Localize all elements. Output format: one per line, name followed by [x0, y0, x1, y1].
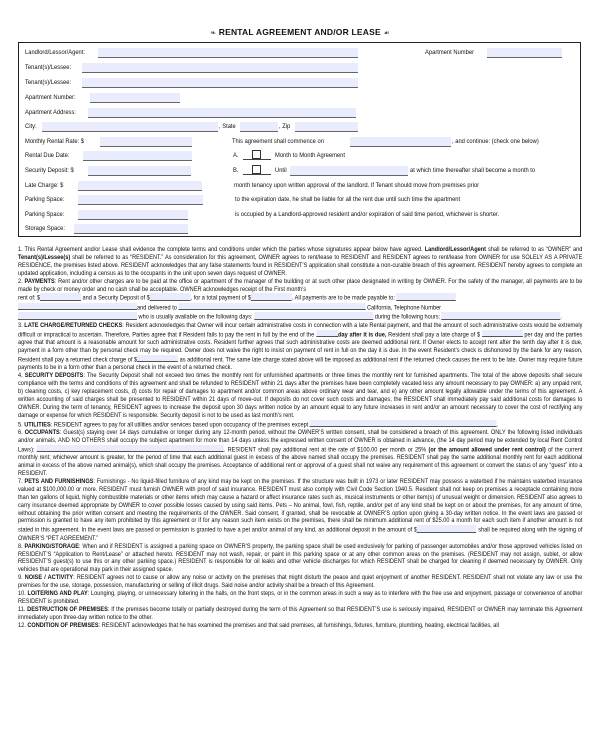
section-text: who is usually available on the following days:	[137, 313, 255, 321]
section-text: and delivered to	[137, 304, 179, 312]
agreement-terms	[18, 246, 582, 630]
fill-in-field[interactable]	[150, 293, 191, 301]
section-heading: CONDITION OF PREMISES	[27, 621, 99, 629]
section-heading: Tenant(s)/Lessee(s)	[18, 253, 71, 261]
section-text: California, Telephone Number	[365, 304, 442, 312]
section-text: .	[496, 421, 499, 429]
section-text: : Lounging, playing, or unnecessary loitering in the halls, on the front steps, or in the common areas in such a way as to interfere with the free use and enjoyment, passage or convenience of another RESIDENT is prohibited.	[18, 590, 583, 605]
section-text: Resident shall pay a late charge of $	[386, 331, 482, 339]
ornament-left-icon: ❧	[210, 30, 217, 37]
section-1	[18, 246, 582, 278]
section-text: 6.	[18, 428, 25, 436]
fill-in-field[interactable]	[442, 312, 561, 320]
section-text: 4.	[18, 372, 25, 380]
fill-in-field[interactable]	[316, 330, 338, 338]
fill-in-field[interactable]	[178, 303, 365, 311]
apartment-number-field[interactable]	[90, 93, 180, 103]
landlord-field[interactable]	[98, 48, 358, 58]
section-text: 7.	[18, 477, 25, 485]
section-2	[18, 278, 582, 322]
section-text: 1. This Rental Agreement and/or Lease shall evidence the complete terms and conditions under which the parties whose signatures appear below have agreed.	[18, 246, 425, 253]
parking2-label: Parking Space:	[25, 211, 65, 218]
section-heading: NOISE / ACTIVITY	[24, 574, 74, 582]
option-a-line	[243, 159, 271, 160]
option-b-line	[243, 174, 271, 175]
option-b-until-date-field[interactable]	[290, 166, 408, 176]
fill-in-field[interactable]	[397, 293, 457, 301]
section-text: per day and the parties agree that that amount is a reasonable amount for such administrative costs. Resident further agrees that such administrative costs are deemed additional rent. If Owner elects to accept rent after the tenth day after it is due, payment in a form other than by personal check may be required. Owner does not waive the right to insist on payment of rent in full on the day it is due. In the event Resident’s check is dishonored by the bank for any reason, Resident shall pay a returned check charge of $	[18, 331, 583, 364]
option-b-text2: month tenancy upon written approval of the landlord. If Tenant should move from premises prior	[234, 182, 480, 189]
storage-field[interactable]	[74, 224, 188, 234]
commence-label: This agreement shall commence on	[232, 138, 324, 145]
section-5	[18, 420, 582, 429]
title-text: RENTAL AGREEMENT AND/OR LEASE	[218, 27, 381, 37]
section-text: : RESIDENT agrees to pay for all utilities and/or services based upon occupancy of the premises except	[50, 421, 310, 429]
due-date-field[interactable]	[83, 151, 192, 161]
section-text: shall be referred to as “OWNER” and	[486, 246, 583, 253]
fill-in-field[interactable]	[37, 445, 224, 453]
section-text: : Rent and/or other charges are to be paid at the office or apartment of the manager of the building or at such other place designated in writing by OWNER. For the safety of the manager, all payments are to be made by check or money order and no cash shall be acceptable. OWNER acknowledges receipt of the First month’s	[18, 277, 583, 293]
section-9	[18, 574, 582, 590]
option-b-text4: is occupied by a Landlord-approved resident and/or expiration of said time period, whichever is shorter.	[235, 211, 500, 218]
section-text: . All payments are to be made payable to:	[291, 294, 397, 302]
fill-in-field[interactable]	[482, 330, 523, 338]
section-text: , for a total payment of $	[190, 294, 252, 302]
late-charge-field[interactable]	[78, 181, 202, 191]
document-title	[0, 27, 600, 37]
section-text: : RESIDENT agrees not to cause or allow any noise or activity on the premises that might disturb the peace and quiet enjoyment of another RESIDENT. RESIDENT shall not violate any law or use the premises for the use, storage, possession, manufacturing or selling of illicit drugs. Said noise and/or activity shall be a breach of this Agreement.	[18, 574, 583, 590]
option-a-label: Month to Month Agreement	[275, 152, 346, 159]
state-label: , State	[219, 123, 236, 130]
section-heading: LOITERING AND PLAY	[27, 590, 88, 598]
option-b-text3: to the expiration date, he shall be liable for all the rent due until such time the apartment	[235, 196, 461, 203]
option-a-checkbox[interactable]	[252, 150, 261, 159]
section-text: during the following hours:	[373, 313, 442, 321]
section-text: 10.	[18, 590, 28, 598]
parking2-field[interactable]	[78, 210, 188, 220]
fill-in-field[interactable]	[417, 525, 477, 533]
late-charge-label: Late Charge: $	[25, 182, 64, 189]
apartment-number-right-field[interactable]	[487, 48, 562, 58]
parking1-label: Parking Space:	[25, 196, 65, 203]
section-heading: PARKING/STORAGE	[24, 542, 80, 550]
ornament-right-icon: ☙	[383, 30, 390, 37]
city-field[interactable]	[42, 122, 218, 132]
fill-in-field[interactable]	[137, 355, 178, 363]
continue-label: , and continue: (check one below)	[452, 138, 539, 145]
section-text: 11.	[18, 605, 28, 613]
section-heading: day after it is due,	[338, 331, 387, 339]
parking1-field[interactable]	[78, 195, 203, 205]
apartment-address-field[interactable]	[88, 108, 356, 118]
option-a-letter: A.	[233, 152, 239, 159]
zip-label: , Zip	[279, 123, 291, 130]
fill-in-field[interactable]	[254, 312, 373, 320]
section-8	[18, 543, 582, 575]
section-text: 5.	[18, 421, 25, 429]
section-heading: Landlord/Lessor/Agent	[424, 246, 487, 253]
fill-in-field[interactable]	[18, 312, 137, 320]
option-b-text1: at which time thereafter shall become a month to	[410, 167, 536, 174]
section-text: rent of: $	[18, 294, 41, 302]
section-12	[18, 622, 582, 630]
apartment-number-right-label: Apartment Number	[425, 49, 475, 56]
tenant2-label: Tenant(s)/Lessee:	[25, 79, 72, 86]
section-text: as additional rent. The same late charge stated above will be imposed as additional rent if the returned check causes the rent to be late. Owner may require future payments to be in a form other than a personal check in the event of a returned check.	[18, 356, 583, 372]
fill-in-field[interactable]	[18, 303, 137, 311]
section-text: 9.	[18, 574, 25, 582]
commence-date-field[interactable]	[350, 137, 451, 147]
tenant2-field[interactable]	[82, 78, 358, 88]
section-heading: PAYMENTS	[24, 277, 55, 285]
section-heading: SECURITY DEPOSITS	[24, 372, 84, 380]
section-text: and a Security Deposit of $	[80, 294, 150, 302]
section-text: of the current monthly rent; whichever amount is greater, for the period of time that each additional guest in excess of the above named shall occupy the premises. RESIDENT shall pay the same additional monthly rent for each additional animal in excess of the above named animal(s), which shall occupy the premises. Acceptance of additional rent or approval of a guest shall not waive any requirement of this agreement or convert the status of any “guest” into a RESIDENT.	[18, 446, 583, 477]
section-heading: OCCUPANTS	[24, 428, 60, 436]
section-heading: DESTRUCTION OF PREMISES	[27, 605, 108, 613]
section-heading: PETS AND FURNISHINGS	[24, 477, 94, 485]
apartment-number-label: Apartment Number:	[25, 94, 76, 101]
landlord-label: Landlord/Lessor/Agent:	[25, 49, 86, 56]
section-text: shall be referred to as “RESIDENT.” As consideration for this agreement, OWNER agrees to rent/lease to RESIDENT and RESIDENT agrees to rent/lease from OWNER for use SOLELY AS A PRIVATE RESIDENCE, the premises listed above. RESIDENT acknowledges that any false statements found in RESIDENT’S application shall constitute a non-curable breach of this agreement. RESIDENT hereby agrees to complete an updated application, including a census as to the occupants in the unit upon seven days request of OWNER.	[18, 253, 583, 277]
section-text: shall be required along with the signing of OWNER’S “PET AGREEMENT.”	[18, 526, 583, 542]
section-text: 2.	[18, 277, 25, 285]
monthly-rent-label: Monthly Rental Rate: $	[25, 138, 85, 145]
security-deposit-field[interactable]	[88, 166, 191, 176]
fill-in-field[interactable]	[40, 293, 81, 301]
fill-in-field[interactable]	[310, 420, 497, 428]
section-3	[18, 322, 582, 372]
section-6	[18, 429, 582, 478]
section-text: : When and if RESIDENT is assigned a parking space on OWNER’S property, the parking space shall be used exclusively for parking of passenger automobiles and/or those approved vehicles listed on RESIDENT’S “Application to Rent/Lease” or attached hereto. RESIDENT may not wash, repair, or paint in this parking space or at any other common areas on the premises. (RESIDENT may not assign, sublet, or allow RESIDENT’S guest(s) to use this or any other parking space.) RESIDENT is responsible for oil leaks and other vehicle discharges for which RESIDENT shall be charged for cleaning if deemed necessary by OWNER. Only vehicles that are operational may park in their assigned space.	[18, 542, 583, 574]
section-text: : Guest(s) staying over 14 days cumulative or longer during any 12-month period, without the OWNER’S written consent, shall be considered a breach of this agreement. ONLY the following listed individuals and/or animals, AND NO OTHERS shall occupy the subject apartment for more than 14 days unless the expressed written consent of OWNER is obtained in advance, (the 14 day period may be extended by local Rent Control Laws):	[18, 428, 583, 454]
section-text: : The Security Deposit shall not exceed two times the monthly rent for unfurnished apartments or three times the monthly rent for furnished apartments. The total of the above deposits shall secure compliance with the terms and conditions of this agreement and shall be refunded to RESIDENT within 21 days after the premises have been completely vacated less any amount necessary to pay OWNER: a) any unpaid rent, b) cleaning costs, c) key replacement costs, d) costs for repair of damages to apartment and/or common areas above ordinary wear and tear, and e) any other amount legally allowable under the terms of this agreement. A written accounting of said charges shall be presented to RESIDENT within 21 days of move-out. If deposits do not cover such costs and damages, the RESIDENT shall immediately pay said additional costs for damages to OWNER. During the term of tenancy, RESIDENT agrees to increase the deposit upon 30 days written notice by an amount equal to any future increases in rent and/or an amount necessary to cover the cost of rectifying any damage or expense for which RESIDENT is responsible. Security deposit is not to be used as last month’s rent.	[18, 372, 583, 419]
security-deposit-label: Security Deposit: $	[25, 167, 74, 174]
section-text: : RESIDENT acknowledges that he has examined the premises and that said premises, all furnishings, fixtures, furniture, plumbing, heating, electrical facilities, all	[98, 621, 499, 629]
due-date-label: Rental Due Date:	[25, 152, 70, 159]
option-b-until: Until	[275, 167, 287, 174]
section-text: : Resident acknowledges that Owner will incur certain administrative costs in connection with a late Rental payment, and that the amount of such administrative costs would be extremely difficult or impractical to ascertain. Therefore, Parties agree that if Resident fails to pay the rent in full by the end of the	[18, 321, 583, 339]
section-text: 3.	[18, 321, 25, 329]
section-heading: LATE CHARGE/RETURNED CHECKS	[24, 321, 123, 329]
monthly-rent-field[interactable]	[100, 137, 192, 147]
fill-in-field[interactable]	[251, 293, 292, 301]
apartment-address-label: Apartment Address:	[25, 109, 76, 116]
tenant1-field[interactable]	[82, 63, 358, 73]
section-text: . RESIDENT shall pay additional rent at the rate of $100.00 per month or 25%	[223, 446, 429, 454]
option-b-checkbox[interactable]	[252, 165, 261, 174]
zip-field[interactable]	[295, 122, 358, 132]
section-heading: UTILITIES	[24, 421, 51, 429]
section-text: : Furnishings - No liquid-filled furniture of any kind may be kept on the premises. If the structure was built in 1973 or later RESIDENT may possess a waterbed if he maintains waterbed insurance valued at $100,000.00 or more. RESIDENT must furnish OWNER with proof of said insurance. RESIDENT must also comply with Civil Code Section 1940.5. Resident shall not keep on premises a receptacle containing more than ten gallons of liquid, highly combustible materials or other items which may cause a hazard or affect insurance rates such as, musical instruments or other item(s) of unusual weight or dimension. RESIDENT also agrees to carry insurance deemed appropriate by OWNER to cover possible losses caused by using said items. Pets – No animal, fowl, fish, reptile, and/or pet of any kind shall be kept on or about the premises, for any amount of time, without obtaining the prior written consent and meeting the requirements of the OWNER. Said consent, if granted, shall be revocable at OWNER’S option upon giving a 30-day written notice. In the event laws are passed or permission is granted to have any item prohibited by this agreement or if for any reason such item exists on the premises, there shall be minimum additional rent of $25.00 a month for each such item if another amount is not stated in this agreement. In the event laws are passed or permission is granted to have a pet and/or animal of any kind, an additional deposit in the amount of $	[18, 477, 583, 534]
city-label: City:	[25, 123, 37, 130]
tenant1-label: Tenant(s)/Lessee:	[25, 64, 72, 71]
storage-label: Storage Space:	[25, 225, 66, 232]
section-text: : If the premises become totally or partially destroyed during the term of this Agreement so that RESIDENT’S use is seriously impaired, RESIDENT or OWNER may terminate this Agreement immediately upon three-day written notice to the other.	[18, 605, 583, 621]
option-b-letter: B.	[233, 167, 239, 174]
section-text: .	[560, 313, 563, 321]
state-field[interactable]	[240, 122, 278, 132]
section-text: 8.	[18, 542, 25, 550]
section-7	[18, 478, 582, 543]
section-4	[18, 372, 582, 419]
section-11	[18, 606, 582, 622]
section-text: 12.	[18, 621, 28, 629]
section-heading: (or the amount allowed under rent control)	[428, 446, 546, 454]
section-10	[18, 590, 582, 606]
